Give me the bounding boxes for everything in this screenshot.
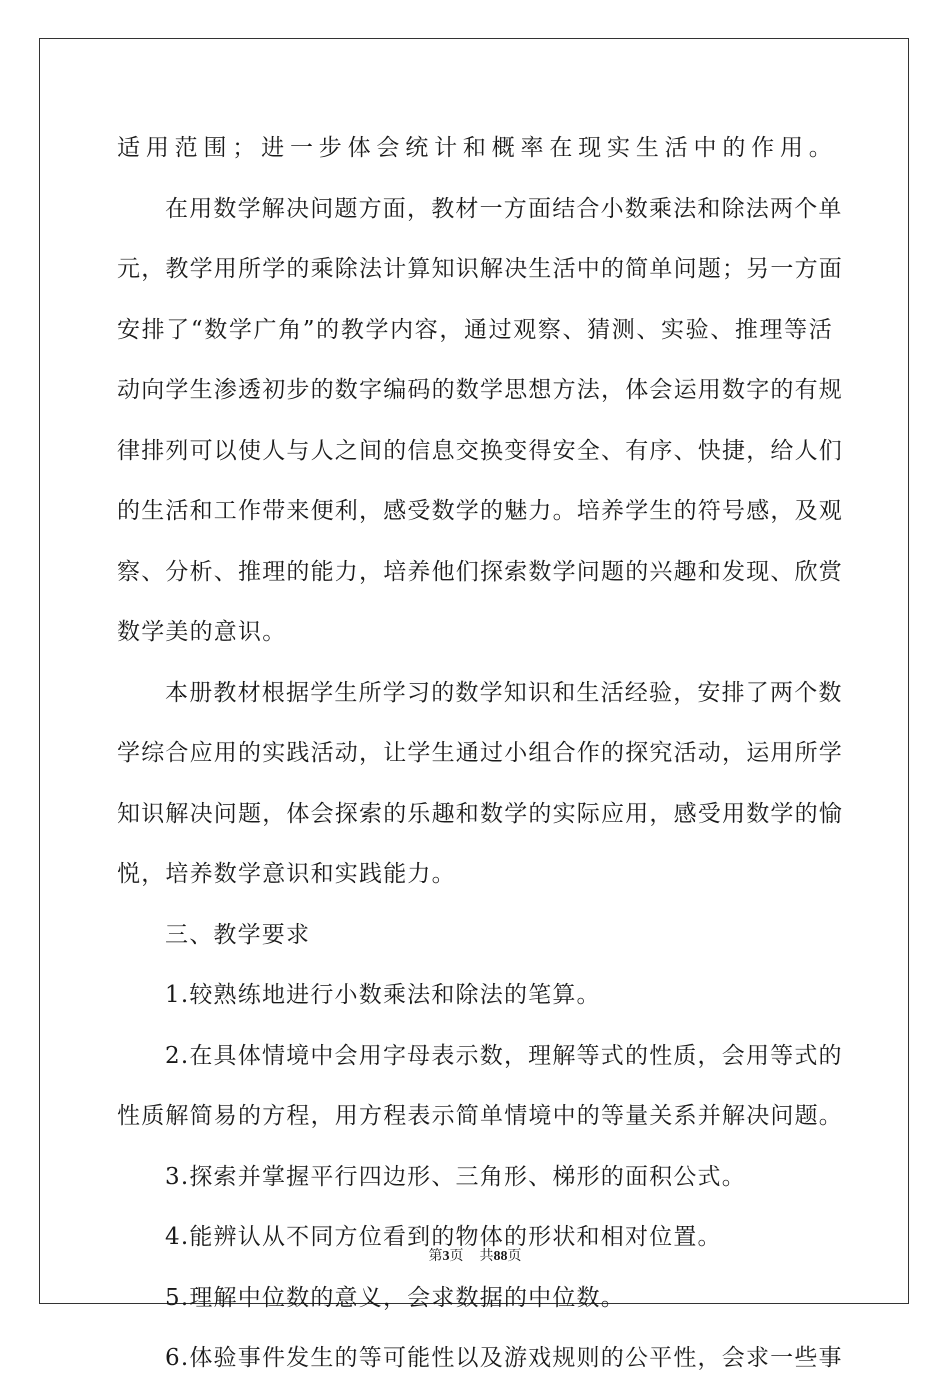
text-line: 察、分析、推理的能力，培养他们探索数学问题的兴趣和发现、欣赏	[117, 558, 843, 585]
requirement-item: 1.较熟练地进行小数乘法和除法的笔算。	[165, 982, 601, 1008]
paragraph-start-line: 本册教材根据学生所学习的数学知识和生活经验，安排了两个数	[165, 679, 843, 706]
document-body	[117, 118, 843, 1389]
total-suffix: 页	[507, 1248, 522, 1264]
text-line: 元，教学用所学的乘除法计算知识解决生活中的简单问题；另一方面	[117, 256, 843, 282]
text-line: 学综合应用的实践活动，让学生通过小组合作的探究活动，运用所学	[117, 740, 843, 766]
text-line: 安排了“数学广角”的教学内容，通过观察、猜测、实验、推理等活	[117, 316, 833, 343]
section-heading: 三、教学要求	[165, 921, 311, 948]
text-line: 适用范围；进一步体会统计和概率在现实生活中的作用。	[117, 135, 833, 161]
text-line: 性质解简易的方程，用方程表示简单情境中的等量关系并解决问题。	[117, 1103, 843, 1129]
text-line: 律排列可以使人与人之间的信息交换变得安全、有序、快捷，给人们	[117, 437, 843, 464]
text-line: 数学美的意识。	[117, 619, 287, 645]
page-prefix: 第	[428, 1248, 443, 1264]
total-prefix: 共	[479, 1248, 494, 1264]
requirement-item: 4.能辨认从不同方位看到的物体的形状和相对位置。	[165, 1224, 722, 1250]
requirement-item: 5.理解中位数的意义，会求数据的中位数。	[165, 1284, 625, 1311]
text-line: 的生活和工作带来便利，感受数学的魅力。培养学生的符号感，及观	[117, 498, 843, 524]
requirement-item: 2.在具体情境中会用字母表示数，理解等式的性质，会用等式的	[165, 1042, 843, 1069]
page-suffix: 页	[449, 1248, 464, 1264]
text-line: 悦，培养数学意识和实践能力。	[117, 861, 456, 887]
text-line: 动向学生渗透初步的数字编码的数学思想方法，体会运用数字的有规	[117, 377, 843, 403]
current-page-number: 3	[442, 1249, 450, 1264]
text-line: 知识解决问题，体会探索的乐趣和数学的实际应用，感受用数学的愉	[117, 800, 843, 827]
requirement-item: 6.体验事件发生的等可能性以及游戏规则的公平性，会求一些事	[165, 1345, 843, 1371]
paragraph-start-line: 在用数学解决问题方面，教材一方面结合小数乘法和除法两个单	[165, 195, 843, 222]
page-footer	[0, 1245, 950, 1265]
requirement-item: 3.探索并掌握平行四边形、三角形、梯形的面积公式。	[165, 1163, 746, 1190]
total-page-count: 88	[493, 1249, 508, 1264]
